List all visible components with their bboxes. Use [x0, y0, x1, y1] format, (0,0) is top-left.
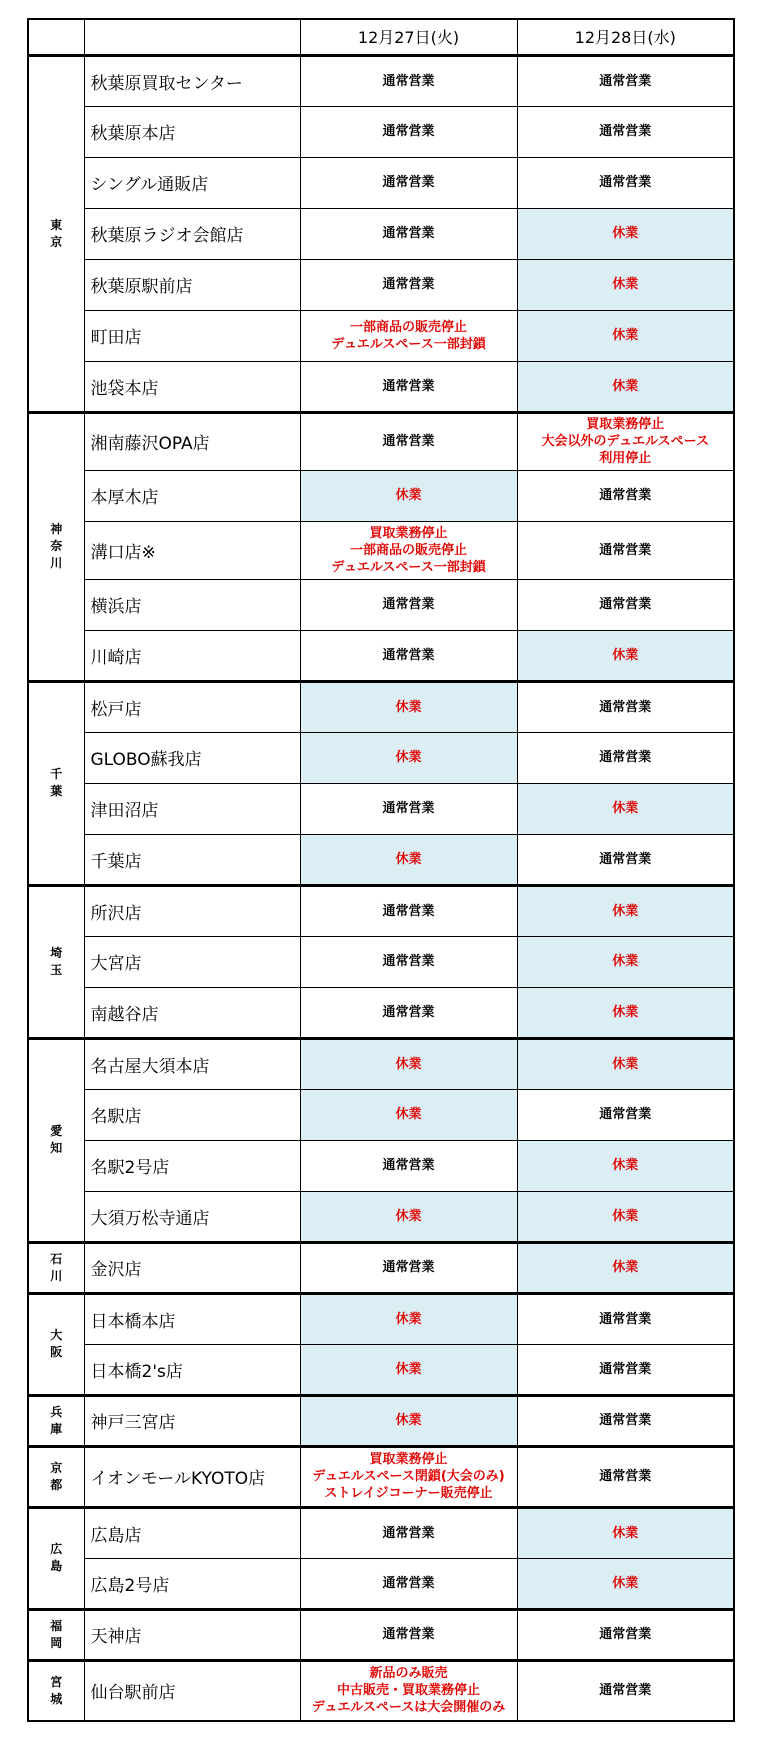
prefecture-label: 神 奈 川 — [28, 412, 84, 681]
status-line: 通常営業 — [599, 1311, 652, 1327]
store-row — [28, 1140, 734, 1191]
status-line: 休業 — [395, 488, 422, 503]
store-row — [28, 361, 734, 412]
store-row — [28, 1293, 734, 1344]
status-cell-day2 — [517, 470, 734, 521]
store-row — [28, 157, 734, 208]
store-row — [28, 55, 734, 106]
status-cell-day2 — [517, 732, 734, 783]
status-line: 通常営業 — [599, 1361, 652, 1377]
status-cell-day2 — [517, 521, 734, 579]
status-cell-day2 — [517, 681, 734, 732]
store-row — [28, 681, 734, 732]
store-name: 広島2号店 — [84, 1558, 300, 1609]
status-cell-day1 — [300, 55, 517, 106]
store-row — [28, 1242, 734, 1293]
status-line: 休業 — [612, 1208, 639, 1224]
status-cell-day2 — [517, 1191, 734, 1242]
store-name: 仙台駅前店 — [84, 1660, 300, 1721]
status-line: デュエルスペース閉鎖(大会のみ) — [312, 1469, 505, 1484]
status-line: 休業 — [395, 851, 422, 867]
status-line: 一部商品の販売停止 — [349, 319, 467, 335]
status-line: 休業 — [612, 1575, 639, 1591]
status-line: 休業 — [612, 1525, 639, 1541]
status-line: 通常営業 — [382, 1627, 435, 1642]
prefecture-label: 石 川 — [28, 1242, 84, 1293]
prefecture-label: 千 葉 — [28, 681, 84, 885]
store-row — [28, 630, 734, 681]
store-row — [28, 412, 734, 470]
store-name: 津田沼店 — [84, 783, 300, 834]
status-line: 通常営業 — [599, 1683, 652, 1699]
status-cell-day1 — [300, 310, 517, 361]
status-cell-day1 — [300, 208, 517, 259]
status-line: 休業 — [395, 1056, 422, 1072]
status-cell-day2 — [517, 310, 734, 361]
status-line: 通常営業 — [599, 1107, 652, 1122]
store-name: 大宮店 — [84, 936, 300, 987]
store-row — [28, 208, 734, 259]
status-cell-day2 — [517, 783, 734, 834]
status-cell-day1 — [300, 1140, 517, 1191]
status-cell-day2 — [517, 55, 734, 106]
status-line: 通常営業 — [599, 175, 652, 190]
status-line: 通常営業 — [599, 542, 652, 558]
status-cell-day1 — [300, 1242, 517, 1293]
status-line: デュエルスペースは大会開催のみ — [311, 1700, 506, 1716]
status-cell-day1 — [300, 1293, 517, 1344]
status-cell-day2 — [517, 1558, 734, 1609]
status-cell-day2 — [517, 1660, 734, 1721]
prefecture-label: 広 島 — [28, 1507, 84, 1609]
store-hours-table — [27, 18, 735, 1722]
status-line: 通常営業 — [382, 954, 435, 969]
prefecture-label: 東 京 — [28, 55, 84, 412]
status-cell-day2 — [517, 1293, 734, 1344]
prefecture-label: 宮 城 — [28, 1660, 84, 1721]
store-row — [28, 106, 734, 157]
header-date-2: 12月28日(水) — [517, 19, 734, 55]
status-cell-day2 — [517, 259, 734, 310]
store-row — [28, 1558, 734, 1609]
status-line: 休業 — [395, 1208, 422, 1224]
status-cell-day2 — [517, 579, 734, 630]
status-line: 利用停止 — [599, 451, 652, 466]
status-cell-day2 — [517, 157, 734, 208]
status-line: 通常営業 — [382, 277, 435, 292]
status-line: 通常営業 — [599, 699, 652, 715]
store-name: シングル通販店 — [84, 157, 300, 208]
store-row — [28, 732, 734, 783]
store-row — [28, 1344, 734, 1395]
status-cell-day1 — [300, 1507, 517, 1558]
store-row — [28, 1038, 734, 1089]
store-name: 秋葉原駅前店 — [84, 259, 300, 310]
status-line: 休業 — [612, 647, 639, 663]
status-cell-day1 — [300, 783, 517, 834]
status-line: 通常営業 — [382, 226, 435, 241]
status-line: 新品のみ販売 — [369, 1666, 448, 1682]
status-cell-day2 — [517, 1242, 734, 1293]
store-row — [28, 259, 734, 310]
status-cell-day2 — [517, 1609, 734, 1660]
status-cell-day1 — [300, 1089, 517, 1140]
status-line: 休業 — [612, 1158, 639, 1173]
store-name: 川崎店 — [84, 630, 300, 681]
status-line: 通常営業 — [382, 378, 435, 394]
status-line: 休業 — [612, 1056, 639, 1072]
store-name: 名古屋大須本店 — [84, 1038, 300, 1089]
status-cell-day1 — [300, 361, 517, 412]
status-line: 休業 — [612, 801, 639, 816]
status-line: 通常営業 — [599, 1469, 652, 1484]
status-cell-day2 — [517, 834, 734, 885]
store-name: 南越谷店 — [84, 987, 300, 1038]
store-row — [28, 1191, 734, 1242]
status-line: 買取業務停止 — [369, 1452, 448, 1467]
status-line: 休業 — [612, 1260, 639, 1275]
status-cell-day2 — [517, 885, 734, 936]
status-cell-day1 — [300, 412, 517, 470]
store-row — [28, 1089, 734, 1140]
status-cell-day2 — [517, 1038, 734, 1089]
store-name: 溝口店※ — [84, 521, 300, 579]
store-row — [28, 579, 734, 630]
store-row — [28, 1507, 734, 1558]
status-line: 通常営業 — [382, 1260, 435, 1275]
status-line: 休業 — [612, 903, 639, 919]
status-line: 中古販売・買取業務停止 — [336, 1683, 480, 1699]
status-line: 買取業務停止 — [369, 525, 448, 541]
status-line: デュエルスペース一部封鎖 — [331, 336, 486, 352]
store-row — [28, 834, 734, 885]
status-line: 通常営業 — [599, 597, 652, 612]
status-line: 通常営業 — [599, 1627, 652, 1642]
status-line: 通常営業 — [599, 73, 652, 89]
header-prefecture-cell — [28, 19, 84, 55]
status-line: 通常営業 — [382, 597, 435, 612]
store-name: 湘南藤沢OPA店 — [84, 412, 300, 470]
store-name: 秋葉原買取センター — [84, 55, 300, 106]
prefecture-label: 兵 庫 — [28, 1395, 84, 1446]
status-cell-day2 — [517, 1395, 734, 1446]
store-name: 池袋本店 — [84, 361, 300, 412]
status-line: 通常営業 — [382, 801, 435, 816]
status-cell-day1 — [300, 630, 517, 681]
status-line: 休業 — [612, 226, 639, 241]
store-name: GLOBO蘇我店 — [84, 732, 300, 783]
status-cell-day1 — [300, 885, 517, 936]
store-name: 神戸三宮店 — [84, 1395, 300, 1446]
status-line: 通常営業 — [382, 124, 435, 139]
status-cell-day1 — [300, 1558, 517, 1609]
status-cell-day2 — [517, 1507, 734, 1558]
store-name: 日本橋2's店 — [84, 1344, 300, 1395]
store-name: 松戸店 — [84, 681, 300, 732]
status-cell-day2 — [517, 987, 734, 1038]
status-line: 休業 — [612, 277, 639, 292]
status-line: 通常営業 — [599, 1413, 652, 1428]
status-line: 通常営業 — [382, 1004, 435, 1020]
status-line: 通常営業 — [382, 1158, 435, 1173]
status-line: 通常営業 — [382, 903, 435, 919]
status-line: ストレイジコーナー販売停止 — [324, 1486, 493, 1501]
store-name: 大須万松寺通店 — [84, 1191, 300, 1242]
store-name: 秋葉原本店 — [84, 106, 300, 157]
store-name: 天神店 — [84, 1609, 300, 1660]
status-line: 休業 — [395, 1107, 422, 1122]
status-line: 通常営業 — [382, 73, 435, 89]
status-cell-day1 — [300, 1660, 517, 1721]
status-cell-day2 — [517, 412, 734, 470]
status-line: 通常営業 — [382, 1525, 435, 1541]
store-row — [28, 783, 734, 834]
status-line: 通常営業 — [382, 647, 435, 663]
store-name: 日本橋本店 — [84, 1293, 300, 1344]
status-line: 休業 — [612, 954, 639, 969]
status-cell-day1 — [300, 521, 517, 579]
store-row — [28, 310, 734, 361]
store-name: イオンモールKYOTO店 — [84, 1446, 300, 1507]
store-name: 広島店 — [84, 1507, 300, 1558]
store-name: 名駅店 — [84, 1089, 300, 1140]
store-row — [28, 885, 734, 936]
status-line: 通常営業 — [599, 750, 652, 765]
status-cell-day2 — [517, 1446, 734, 1507]
status-cell-day1 — [300, 1446, 517, 1507]
store-row — [28, 936, 734, 987]
prefecture-label: 愛 知 — [28, 1038, 84, 1242]
status-cell-day2 — [517, 208, 734, 259]
status-cell-day1 — [300, 681, 517, 732]
status-cell-day1 — [300, 1609, 517, 1660]
status-line: 休業 — [395, 699, 422, 715]
store-name: 本厚木店 — [84, 470, 300, 521]
status-cell-day1 — [300, 1038, 517, 1089]
header-date-1: 12月27日(火) — [300, 19, 517, 55]
status-line: 通常営業 — [599, 851, 652, 867]
status-line: 休業 — [395, 1413, 422, 1428]
status-line: 休業 — [612, 1004, 639, 1020]
status-line: 通常営業 — [599, 124, 652, 139]
status-cell-day1 — [300, 1395, 517, 1446]
prefecture-label: 埼 玉 — [28, 885, 84, 1038]
status-cell-day2 — [517, 936, 734, 987]
status-line: 通常営業 — [382, 175, 435, 190]
status-cell-day1 — [300, 987, 517, 1038]
store-row — [28, 987, 734, 1038]
status-cell-day1 — [300, 834, 517, 885]
status-line: 通常営業 — [382, 434, 435, 449]
status-cell-day1 — [300, 1344, 517, 1395]
status-line: 休業 — [612, 328, 639, 343]
status-cell-day1 — [300, 732, 517, 783]
status-line: 大会以外のデュエルスペース — [541, 434, 710, 449]
store-name: 千葉店 — [84, 834, 300, 885]
status-line: 買取業務停止 — [586, 417, 665, 432]
store-name: 金沢店 — [84, 1242, 300, 1293]
store-name: 町田店 — [84, 310, 300, 361]
status-line: 休業 — [395, 750, 422, 765]
status-cell-day2 — [517, 1344, 734, 1395]
status-cell-day1 — [300, 579, 517, 630]
status-line: 休業 — [395, 1361, 422, 1377]
prefecture-label: 京 都 — [28, 1446, 84, 1507]
store-name: 名駅2号店 — [84, 1140, 300, 1191]
status-cell-day2 — [517, 106, 734, 157]
status-line: 通常営業 — [599, 488, 652, 503]
status-line: 通常営業 — [382, 1575, 435, 1591]
status-cell-day1 — [300, 157, 517, 208]
status-cell-day1 — [300, 259, 517, 310]
store-row — [28, 1446, 734, 1507]
store-name: 秋葉原ラジオ会館店 — [84, 208, 300, 259]
status-cell-day2 — [517, 1089, 734, 1140]
store-row — [28, 1395, 734, 1446]
header-store-cell — [84, 19, 300, 55]
status-cell-day1 — [300, 936, 517, 987]
store-name: 所沢店 — [84, 885, 300, 936]
status-line: 一部商品の販売停止 — [349, 542, 467, 558]
status-cell-day2 — [517, 361, 734, 412]
status-cell-day1 — [300, 1191, 517, 1242]
status-line: デュエルスペース一部封鎖 — [331, 559, 486, 575]
prefecture-label: 大 阪 — [28, 1293, 84, 1395]
status-line: 休業 — [395, 1311, 422, 1327]
prefecture-label: 福 岡 — [28, 1609, 84, 1660]
store-row — [28, 1660, 734, 1721]
header-row — [28, 19, 734, 55]
store-name: 横浜店 — [84, 579, 300, 630]
status-cell-day1 — [300, 106, 517, 157]
store-row — [28, 521, 734, 579]
status-line: 休業 — [612, 378, 639, 394]
status-cell-day2 — [517, 630, 734, 681]
store-row — [28, 1609, 734, 1660]
status-cell-day2 — [517, 1140, 734, 1191]
store-row — [28, 470, 734, 521]
status-cell-day1 — [300, 470, 517, 521]
